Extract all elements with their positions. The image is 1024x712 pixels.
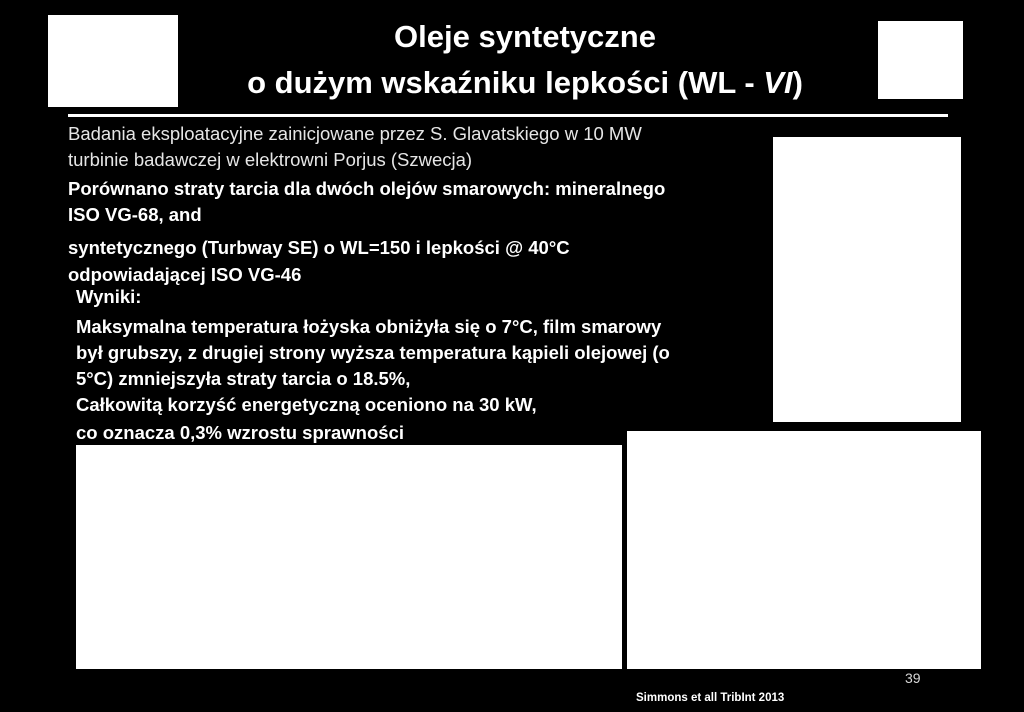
results-line: co oznacza 0,3% wzrostu sprawności [76,422,404,443]
chart-right-image [627,431,981,669]
intro-line: turbinie badawczej w elektrowni Porjus (Szwecja) [68,149,473,170]
title-divider [68,114,948,117]
logo-left-image [48,15,178,107]
slide-title [180,14,870,106]
logo-right-image [878,21,963,99]
title-line-2 [180,60,870,106]
comparison-line: odpowiadającej ISO VG-46 [68,264,302,285]
results-label: Wyniki: [76,286,142,307]
title-line-2-prefix: o dużym wskaźniku lepkości (WL - [247,65,764,100]
results-line: Całkowitą korzyść energetyczną oceniono na 30 kW, [76,394,537,415]
title-line-2-italic: VI [763,65,793,100]
page-number: 39 [905,670,921,686]
results-line: Maksymalna temperatura łożyska obniżyła się o 7°C, film smarowy [76,316,662,337]
intro-line: Badania eksploatacyjne zainicjowane przez S. Glavatskiego w 10 MW [68,123,642,144]
results-line: 5°C) zmniejszyła straty tarcia o 18.5%, [76,368,411,389]
results-line: był grubszy, z drugiej strony wyższa temperatura kąpieli olejowej (o [76,342,670,363]
chart-left-image [76,445,622,669]
title-line-1: Oleje syntetyczne [394,19,656,54]
citation: Simmons et all TribInt 2013 [636,692,785,704]
comparison-line: syntetycznego (Turbway SE) o WL=150 i lepkości @ 40°C [68,237,570,258]
comparison-line: ISO VG-68, and [68,204,202,225]
photo-right-image [773,137,961,422]
comparison-line: Porównano straty tarcia dla dwóch olejów smarowych: mineralnego [68,178,666,199]
title-line-2-suffix: ) [792,65,803,100]
